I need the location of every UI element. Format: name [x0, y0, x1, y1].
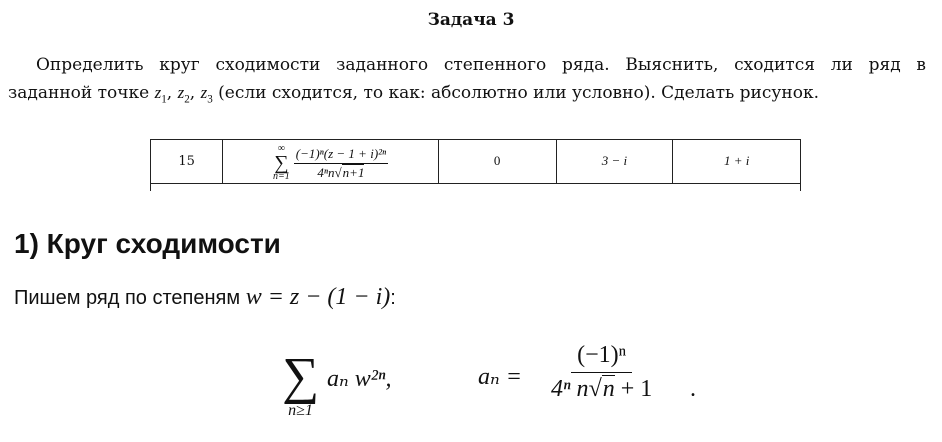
- z3-cell: 1 + i: [673, 140, 801, 184]
- big-sum: [282, 348, 320, 420]
- point-z2: $z_2$: [177, 83, 190, 106]
- sum-limit: n≥1: [288, 402, 313, 419]
- intro-text: Пишем ряд по степеням: [14, 287, 241, 309]
- formula-period: .: [690, 376, 696, 402]
- series-denominator: 4ⁿn√n+1: [317, 164, 365, 180]
- sum-symbol: ∞ ∑ n=1: [273, 143, 290, 183]
- intro-paragraph: [14, 284, 396, 311]
- coefficient-numerator: (−1)ⁿ: [571, 342, 632, 373]
- problem-line-2-prefix: заданной точке: [8, 83, 150, 103]
- table-rule-stub: [150, 184, 151, 191]
- coefficient-lhs: aₙ =: [478, 364, 522, 390]
- coefficient-denominator: 4ⁿ n√n + 1: [551, 376, 653, 402]
- point-z3: $z_3$: [200, 83, 213, 106]
- variant-table: [150, 139, 801, 184]
- intro-formula: w = z − (1 − i): [245, 284, 391, 310]
- task-title: Задача 3: [427, 10, 515, 30]
- series-fraction: [294, 146, 388, 181]
- problem-line-1: Определить круг сходимости заданного степенного ряда. Выяснить, сходится ли ряд в: [36, 55, 926, 75]
- table-rule-stub: [800, 184, 801, 191]
- point-z1: $z_1$: [154, 83, 167, 106]
- series-cell: [223, 140, 438, 184]
- problem-statement: [8, 52, 926, 113]
- section-heading: 1) Круг сходимости: [14, 228, 281, 259]
- table-row: [151, 140, 801, 184]
- coefficient-fraction: [545, 342, 658, 403]
- variant-number-cell: 15: [151, 140, 223, 184]
- sum-sign: ∑: [282, 348, 320, 405]
- problem-line-2: заданной точке $z_1$, $z_2$, $z_3$ (если сходится, то как: абсолютно или условно). Сделать рисунок.: [8, 83, 819, 106]
- intro-colon: :: [390, 287, 396, 309]
- series-term: aₙ w²ⁿ,: [327, 366, 392, 392]
- series-expression: [273, 144, 388, 182]
- z2-cell: 3 − i: [556, 140, 673, 184]
- display-formula: [0, 342, 942, 432]
- series-numerator: (−1)ⁿ(z − 1 + i)²ⁿ: [294, 146, 388, 164]
- problem-line-2-suffix: (если сходится, то как: абсолютно или условно). Сделать рисунок.: [218, 83, 819, 103]
- z1-cell: 0: [438, 140, 556, 184]
